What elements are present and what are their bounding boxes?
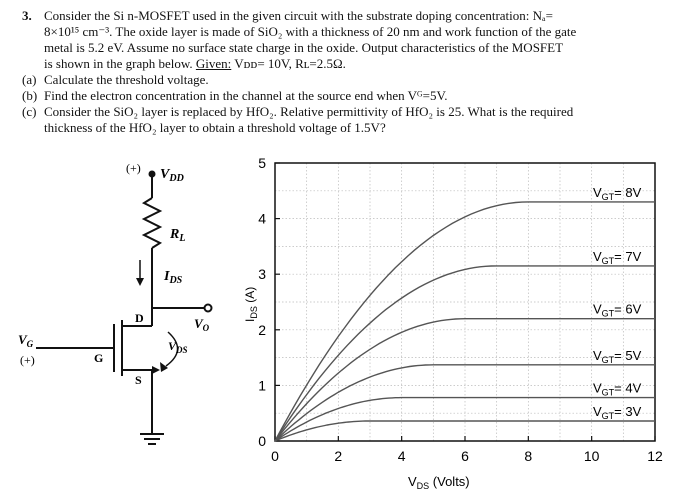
x-tick-label: 8 xyxy=(524,448,533,464)
vg-label: V xyxy=(18,332,27,347)
vdd-label: V xyxy=(160,167,170,182)
part-label: (c) xyxy=(22,104,37,119)
stem-line: metal is 5.2 eV. Assume no surface state charge in the oxide. Output characteristics of the MOSFET xyxy=(44,40,564,55)
curve-label-vgt-3v: $V_{GT}= 3V$ xyxy=(593,403,642,421)
x-axis-title: $V_{DS}$ (Volts) xyxy=(408,474,470,491)
vo-label: V xyxy=(194,316,203,331)
part-label: (b) xyxy=(22,88,38,103)
vdd-sign: (+) xyxy=(126,161,141,175)
x-tick-label: 0 xyxy=(271,448,279,464)
svg-text:VDS: $V_{DS}$ xyxy=(168,339,188,355)
x-tick-label: 6 xyxy=(461,448,469,464)
curve-label-vgt-4v: $V_{GT}= 4V$ xyxy=(593,380,642,398)
problem-block xyxy=(22,8,682,136)
x-tick-label: 2 xyxy=(334,448,343,464)
svg-text:VDD: $V_{DD}$ xyxy=(160,167,184,184)
terminal-s: S xyxy=(135,373,142,387)
terminal-d: D xyxy=(135,311,144,325)
terminal-g: G xyxy=(94,351,104,365)
y-tick-label: 3 xyxy=(258,266,266,283)
part-label: (a) xyxy=(22,72,37,87)
part-text: Calculate the threshold voltage. xyxy=(44,72,209,87)
circuit-diagram xyxy=(0,150,240,450)
curve-label-vgt-6v: $V_{GT}= 6V$ xyxy=(593,301,642,319)
curve-labels xyxy=(593,185,642,421)
x-tick-label: 10 xyxy=(583,448,600,464)
x-tick-label: 4 xyxy=(397,448,406,464)
y-tick-label: 5 xyxy=(258,155,266,171)
svg-text:VG: $V_G$ xyxy=(18,332,34,349)
stem-line: Consider the Si n-MOSFET used in the given circuit with the substrate doping concentration: Nₐ= xyxy=(44,8,553,23)
resistor-rl xyxy=(144,198,160,248)
vds-label: V xyxy=(168,339,177,353)
y-axis-title: $I_{DS}$ (A) xyxy=(243,286,259,322)
part-text: Consider the SiO₂ layer is replaced by HfO₂. Relative permittivity of HfO₂ is 25. What is the required xyxy=(44,104,574,119)
stem-line: 8×10¹⁵ cm⁻³. The oxide layer is made of SiO₂ with a thickness of 20 nm and work function of the gate xyxy=(44,24,577,39)
vdd-terminal xyxy=(149,171,156,178)
ids-label: I xyxy=(164,269,170,284)
source-arrow xyxy=(152,366,160,374)
part-a xyxy=(22,72,682,88)
given-text: Vᴅᴅ= 10V, Rʟ=2.5Ω. xyxy=(231,56,346,71)
part-text: Find the electron concentration in the channel at the source end when Vᴳ=5V. xyxy=(44,88,448,103)
rl-label: R xyxy=(170,227,180,242)
vg-sign: (+) xyxy=(20,353,35,367)
y-tick-label: 1 xyxy=(258,377,266,394)
svg-text:IDS: $I_{DS}$ xyxy=(164,269,183,286)
part-c xyxy=(22,104,682,136)
x-tick-label: 12 xyxy=(647,448,663,464)
question-number: 3. xyxy=(22,8,32,23)
part-b xyxy=(22,88,682,104)
curve-label-vgt-5v: $V_{GT}= 5V$ xyxy=(593,347,642,365)
part-text: thickness of the HfO₂ layer to obtain a threshold voltage of 1.5V? xyxy=(44,120,386,135)
svg-text:VO: $V_O$ xyxy=(194,316,210,333)
given-label: Given: xyxy=(195,56,232,71)
output-characteristics-chart xyxy=(220,150,690,500)
curve-label-vgt-8v: $V_{GT}= 8V$ xyxy=(593,184,642,202)
y-tick-label: 2 xyxy=(258,321,266,338)
curve-label-vgt-7v: $V_{GT}= 7V$ xyxy=(593,248,642,266)
problem-stem xyxy=(22,8,682,72)
y-tick-label: 0 xyxy=(258,433,266,449)
vo-terminal xyxy=(205,305,212,312)
y-tick-label: 4 xyxy=(258,210,266,227)
stem-line: is shown in the graph below. xyxy=(44,56,193,71)
svg-text:RL: $R_L$ xyxy=(170,227,186,244)
